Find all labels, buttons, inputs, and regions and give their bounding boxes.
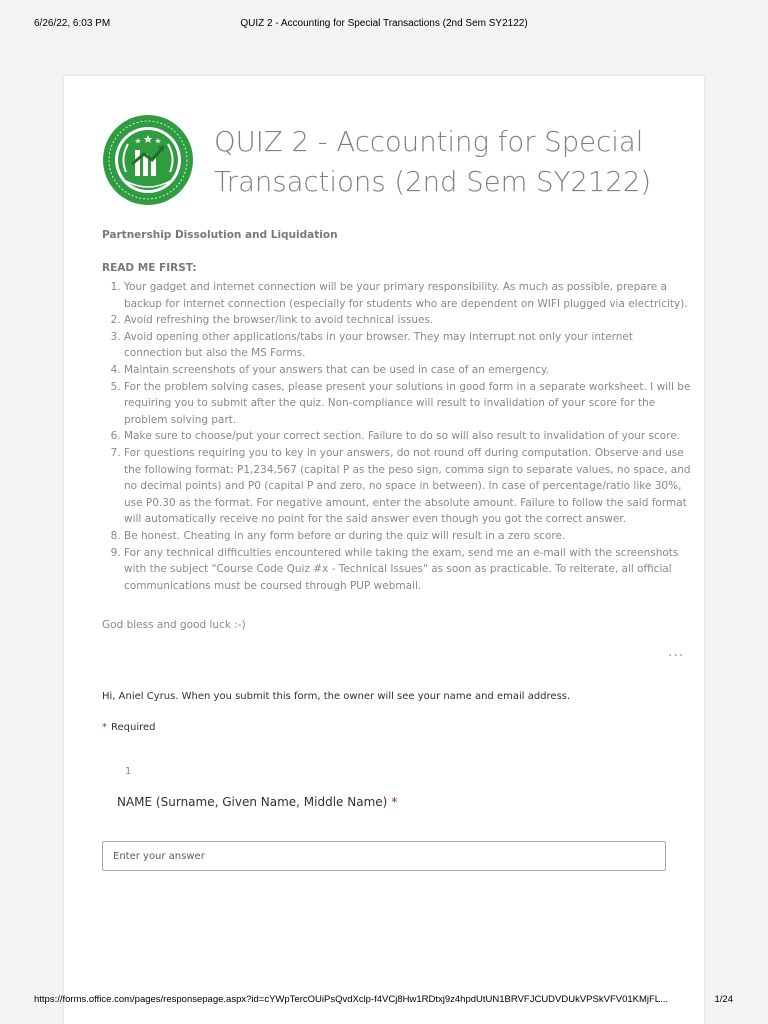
form-title: QUIZ 2 - Accounting for Special Transactions (2nd Sem SY2122): [214, 126, 652, 198]
rule-item: 9. For any technical difficulties encountered while taking the exam, send me an e-mail with the screenshots with the subject "Course Code Quiz #x - Technical Issues" as soon as practicable. To reiterate, all official communications must be coursed through PUP webmail.: [124, 545, 694, 595]
rule-item: 2. Avoid refreshing the browser/link to avoid technical issues.: [124, 312, 694, 329]
rule-item: 4. Maintain screenshots of your answers that can be used in case of an emergency.: [124, 362, 694, 379]
print-footer: [0, 992, 768, 1012]
required-legend: [102, 722, 156, 733]
rule-item: 1. Your gadget and internet connection will be your primary responsibility. As much as possible, prepare a backup for internet connection (especially for students who are dependent on WIFI plugged via electricity).: [124, 279, 694, 312]
print-header: [0, 0, 768, 40]
more-options-icon[interactable]: ···: [668, 648, 685, 664]
page-number: 1/24: [714, 994, 733, 1005]
name-answer-input[interactable]: [102, 841, 666, 871]
identity-notice: Hi, Aniel Cyrus. When you submit this form, the owner will see your name and email address.: [102, 691, 571, 702]
form-card: [64, 76, 704, 1024]
question-label: [117, 795, 397, 809]
rules-list: [102, 279, 694, 594]
question-text: NAME (Surname, Given Name, Middle Name): [117, 795, 388, 809]
form-subtitle: Partnership Dissolution and Liquidation: [102, 229, 338, 241]
rule-item: 8. Be honest. Cheating in any form before or during the quiz will result in a zero score.: [124, 528, 694, 545]
required-label: Required: [111, 722, 156, 733]
required-star: *: [391, 795, 398, 809]
print-date: 6/26/22, 6:03 PM: [34, 18, 111, 29]
readme-heading: READ ME FIRST:: [102, 262, 197, 274]
rule-item: 6. Make sure to choose/put your correct section. Failure to do so will also result to invalidation of your score.: [124, 428, 694, 445]
university-seal-icon: [102, 114, 194, 206]
rule-item: 7. For questions requiring you to key in your answers, do not round off during computation. Observe and use the following format: P1,234,567 (capital P as the peso sign, comma sign to separate values, no space, and no decimal points) and P0 (capital P and zero, no space in between). In case of percentage/ratio like 30%, use P0.30 as the format. For negative amount, enter the absolute amount. Failure to follow the said format will automatically receive no point for the said answer even though you got the correct answer.: [124, 445, 694, 528]
rule-item: 5. For the problem solving cases, please present your solutions in good form in a separate worksheet. I will be requiring you to submit after the quiz. Non-compliance will result to invalidation of your score for the problem solving part.: [124, 379, 694, 429]
question-number: 1: [125, 766, 132, 777]
print-doc-title: QUIZ 2 - Accounting for Special Transactions (2nd Sem SY2122): [240, 18, 528, 29]
closing-message: God bless and good luck :-): [102, 619, 246, 631]
required-star: *: [102, 722, 107, 733]
page-url: https://forms.office.com/pages/responsepage.aspx?id=cYWpTercOUiPsQvdXclp-f4VCj8Hw1RDtxj9z4hpdUtUN1BRVFJCUDVDUkVPSkVFV01KMjFL...: [34, 994, 669, 1005]
rule-item: 3. Avoid opening other applications/tabs in your browser. They may interrupt not only your internet connection but also the MS Forms.: [124, 329, 694, 362]
